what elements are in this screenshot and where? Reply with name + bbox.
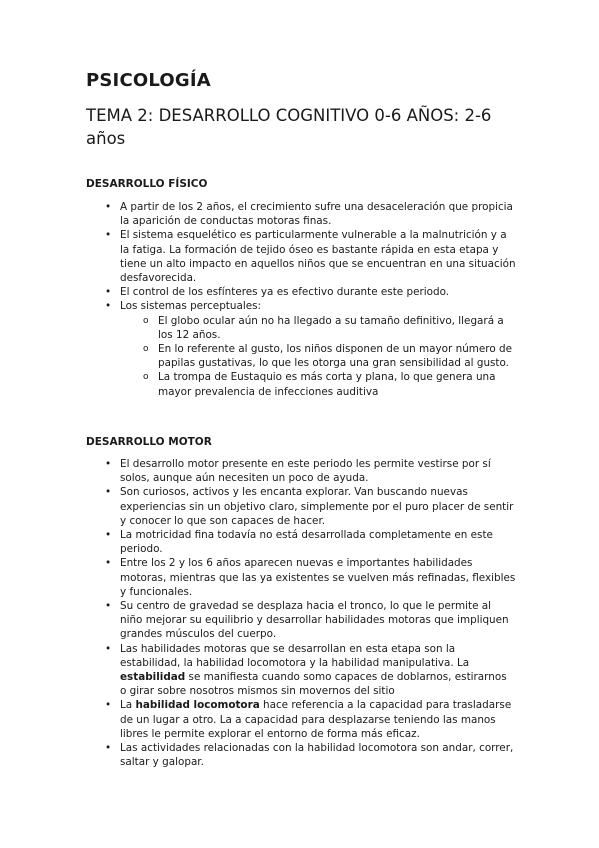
sublist-item-text: En lo referente al gusto, los niños disponen de un mayor número de papilas gustativas, lo que les otorga una gran sensibilidad al gusto. (158, 343, 512, 370)
list-item-text: La (120, 699, 136, 712)
sublist-item (86, 314, 516, 342)
sublist-perceptuales (86, 314, 516, 399)
list-item-text: El control de los esfínteres ya es efectivo durante este periodo. (120, 286, 450, 299)
bullet-icon: • (105, 458, 112, 470)
document-subtitle: TEMA 2: DESARROLLO COGNITIVO 0-6 AÑOS: 2-6 años (86, 106, 492, 148)
document-title: PSICOLOGÍA (86, 70, 211, 91)
circle-bullet-icon: o (143, 372, 149, 383)
sublist-item (86, 370, 516, 398)
list-item-text: A partir de los 2 años, el crecimiento sufre una desaceleración que propicia la aparición de conductas motoras finas. (120, 201, 513, 228)
list-item (86, 285, 516, 299)
bullet-icon: • (105, 529, 112, 542)
bullet-icon: • (105, 557, 112, 570)
list-item-text-cont: se manifiesta cuando somo capaces de doblarnos, estirarnos o girar sobre nosotros mismos sin movernos del sitio (120, 671, 507, 698)
bold-term-locomotora: habilidad locomotora (135, 699, 260, 712)
bullet-icon: • (105, 229, 112, 242)
sublist-item-text: La trompa de Eustaquio es más corta y plana, lo que genera una mayor prevalencia de infecciones auditiva (158, 371, 496, 398)
list-item (86, 200, 516, 228)
circle-bullet-icon: o (143, 344, 149, 355)
section-heading-motor: DESARROLLO MOTOR (86, 436, 212, 448)
bullet-icon: • (105, 742, 112, 755)
list-item-text: El desarrollo motor presente en este periodo les permite vestirse por sí solos, aunque aún necesiten un poco de ayuda. (120, 458, 491, 485)
sublist-item (86, 342, 516, 370)
list-item (86, 528, 516, 556)
bullet-icon: • (105, 699, 112, 712)
list-item (86, 299, 516, 313)
list-item (86, 485, 516, 528)
list-item (86, 642, 516, 699)
list-item (86, 599, 516, 642)
bullet-icon: • (105, 486, 112, 499)
list-item-text: Los sistemas perceptuales: (120, 300, 262, 313)
list-motor (86, 457, 516, 769)
list-item (86, 698, 516, 741)
list-item-text: El sistema esquelético es particularmente vulnerable a la malnutrición y a la fatiga. La formación de tejido óseo es bastante rápida en esta etapa y tiene un alto impacto en aquellos niños que se encuentran en una situación desfavorecida. (120, 229, 516, 285)
list-item-text: Son curiosos, activos y les encanta explorar. Van buscando nuevas experiencias sin un objetivo claro, simplemente por el puro placer de sentir y conocer lo que son capaces de hacer. (120, 486, 514, 527)
list-item (86, 457, 516, 485)
list-item-text: Entre los 2 y los 6 años aparecen nuevas e importantes habilidades motoras, mientras que las ya existentes se vuelven más refinadas, flexibles y funcionales. (120, 557, 516, 598)
sublist-item-text: El globo ocular aún no ha llegado a su tamaño definitivo, llegará a los 12 años. (158, 314, 504, 341)
list-item (86, 228, 516, 285)
list-item-text: La motricidad fina todavía no está desarrollada completamente en este periodo. (120, 529, 493, 556)
list-item (86, 556, 516, 599)
bullet-icon: • (105, 600, 112, 613)
list-item-text-cont: hace referencia a la capacidad para trasladarse de un lugar a otro. La a capacidad para desplazarse teniendo las manos libres le permite explorar el entorno de forma más eficaz. (120, 699, 512, 740)
bullet-icon: • (105, 300, 112, 313)
circle-bullet-icon: o (143, 315, 149, 326)
bullet-icon: • (105, 286, 112, 299)
list-fisico (86, 200, 516, 399)
bullet-icon: • (105, 201, 112, 213)
list-item-text: Su centro de gravedad se desplaza hacia el tronco, lo que le permite al niño mejorar su equilibrio y desarrollar habilidades motoras que impliquen grandes músculos del cuerpo. (120, 600, 509, 641)
list-item-text: Las habilidades motoras que se desarrollan en esta etapa son la estabilidad, la habilidad locomotora y la habilidad manipulativa. La (120, 642, 470, 669)
bold-term-estabilidad: estabilidad (120, 671, 186, 684)
bullet-icon: • (105, 642, 112, 655)
list-item-text: Las actividades relacionadas con la habilidad locomotora son andar, correr, saltar y galopar. (120, 742, 514, 769)
section-heading-fisico: DESARROLLO FÍSICO (86, 178, 208, 190)
list-item (86, 741, 516, 769)
